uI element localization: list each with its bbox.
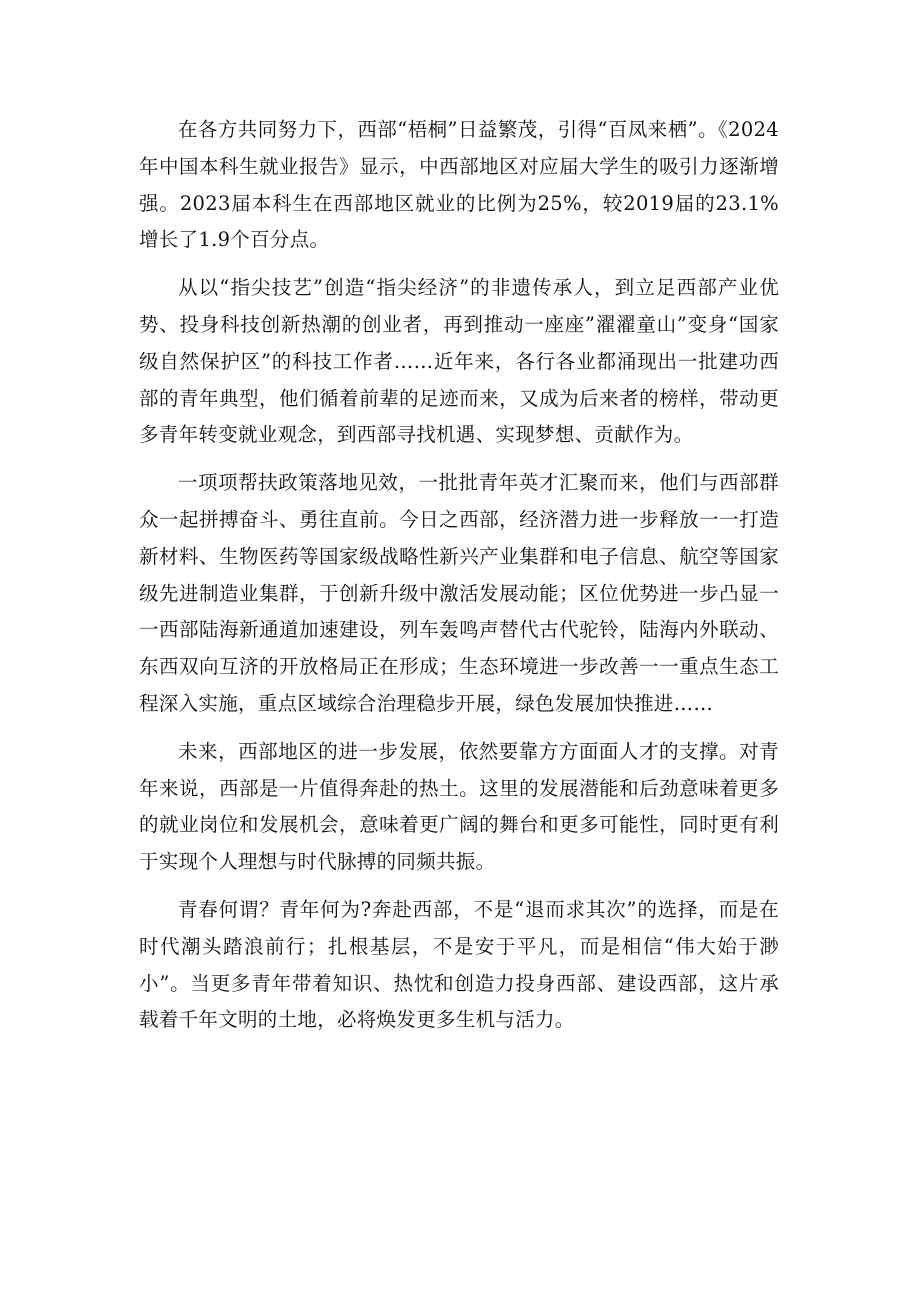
paragraph-1: 在各方共同努力下，西部“梧桐”日益繁茂，引得“百凤来栖”。《2024年中国本科生就业报告》显示，中西部地区对应届大学生的吸引力逐渐增强。2023届本科生在西部地区就业的比例为25%，较2019届的23.1%增长了1.9个百分点。 [139,118,779,252]
paragraph-2: 从以“指尖技艺”创造“指尖经济”的非遗传承人，到立足西部产业优势、投身科技创新热潮的创业者，再到推动一座座”濯濯童山”变身“国家级自然保护区”的科技工作者……近年来，各行各业都涌现出一批建功西部的青年典型，他们循着前辈的足迹而来，又成为后来者的榜样，带动更多青年转变就业观念，到西部寻找机遇、实现梦想、贡献作为。 [139,276,779,447]
paragraph-3: 一项项帮扶政策落地见效，一批批青年英才汇聚而来，他们与西部群众一起拼搏奋斗、勇往直前。今日之西部，经济潜力进一步释放一一打造新材料、生物医药等国家级战略性新兴产业集群和电子信息、航空等国家级先进制造业集群，于创新升级中激活发展动能；区位优势进一步凸显一一西部陆海新通道加速建设，列车轰鸣声替代古代驼铃，陆海内外联动、东西双向互济的开放格局正在形成；生态环境进一步改善一一重点生态工程深入实施，重点区域综合治理稳步开展，绿色发展加快推进…… [139,471,779,715]
paragraph-4: 未来，西部地区的进一步发展，依然要靠方方面面人才的支撑。对青年来说，西部是一片值得奔赴的热土。这里的发展潜能和后劲意味着更多的就业岗位和发展机会，意味着更广阔的舞台和更多可能性，同时更有利于实现个人理想与时代脉搏的同频共振。 [139,739,779,874]
article-body [139,112,779,1050]
paragraph-5: 青春何谓？青年何为?奔赴西部，不是“退而求其次”的选择，而是在时代潮头踏浪前行；扎根基层，不是安于平凡，而是相信“伟大始于渺小”。当更多青年带着知识、热忱和创造力投身西部、建设西部，这片承载着千年文明的土地，必将焕发更多生机与活力。 [139,897,779,1032]
